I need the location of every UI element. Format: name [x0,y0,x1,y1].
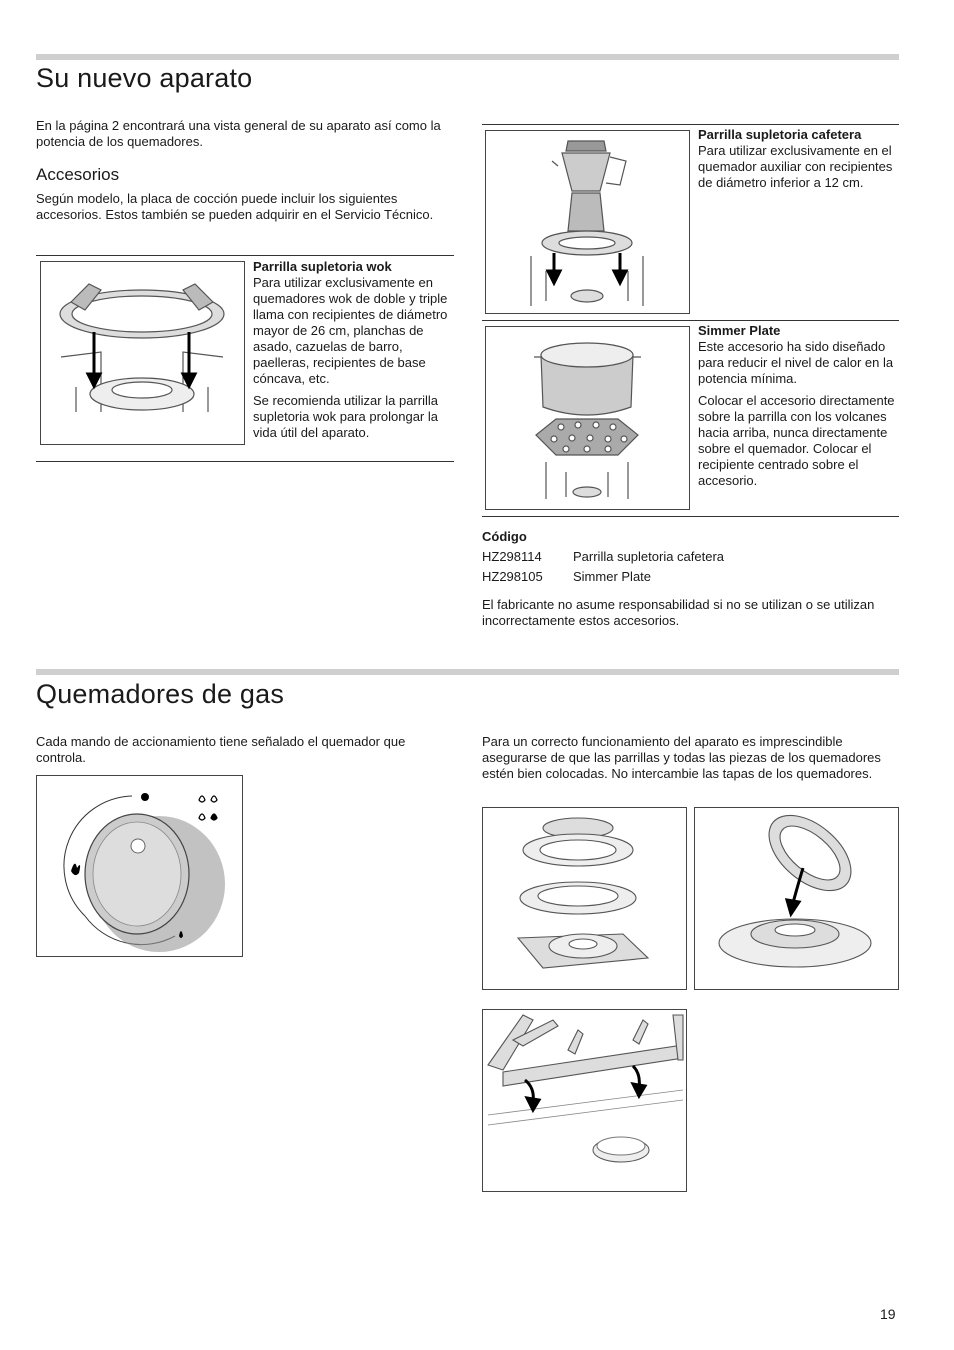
simmer-figure [485,326,690,510]
code-value: HZ298105 [482,569,543,584]
accessories-paragraph: Según modelo, la placa de cocción puede incluir los siguientes accesorios. Estos también se pueden adquirir en el Servicio Técnico. [36,191,434,222]
wok-top-rule [36,255,454,256]
burner-indicator-icon [199,796,217,820]
gas-left-paragraph: Cada mando de accionamiento tiene señalado el quemador que controla. [36,734,406,765]
simmer-plate-illustration [486,327,689,509]
simmer-description [698,323,898,489]
page-number: 19 [880,1306,896,1322]
intro-paragraph: En la página 2 encontrará una vista general de su aparato así como la potencia de los quemadores. [36,118,441,149]
grate-figure [482,1009,687,1192]
wok-title: Parrilla supletoria wok [253,259,392,274]
simmer-title: Simmer Plate [698,323,781,338]
section-title-nuevo-aparato: Su nuevo aparato [36,63,253,93]
simmer-top-rule [482,320,899,321]
wok-bottom-rule [36,461,454,462]
code-value: HZ298114 [482,549,542,564]
code-name: Parrilla supletoria cafetera [573,549,725,564]
knob-figure [36,775,243,957]
gas-right-paragraph: Para un correcto funcionamiento del aparato es imprescindible asegurarse de que las parrillas y todas las piezas de los quemadores estén bien colocadas. No intercambie las tapas de los quemadores. [482,734,881,781]
wok-text-2: Se recomienda utilizar la parrilla supletoria wok para prolongar la vida útil del aparato. [253,393,438,440]
coffee-maker-illustration [486,131,689,313]
max-flame-icon [71,864,80,875]
section-rule-top [36,54,899,60]
code-name: Simmer Plate [573,569,652,584]
cafetera-figure [485,130,690,314]
burner-parts-illustration [483,808,686,989]
simmer-text-1: Este accesorio ha sido diseñado para reducir el nivel de calor en la potencia mínima. [698,339,894,386]
control-knob-illustration [37,776,242,956]
simmer-text-2: Colocar el accesorio directamente sobre la parrilla con los volcanes hacia arriba, nunca directamente sobre el quemador. Colocar el recipiente centrado sobre el accesorio. [698,393,895,488]
burner-cap-illustration [695,808,898,989]
code-heading: Código [482,529,527,544]
simmer-bottom-rule [482,516,899,517]
wok-description [253,259,453,441]
code-row [482,547,899,567]
cafetera-top-rule [482,124,899,125]
wok-figure [40,261,245,445]
disclaimer-paragraph: El fabricante no asume responsabilidad si no se utilizan o se utilizan incorrectamente estos accesorios. [482,597,875,628]
code-row [482,567,899,587]
cafetera-title: Parrilla supletoria cafetera [698,127,862,142]
section-rule-gas [36,669,899,675]
burner-cap-figure [694,807,899,990]
wok-text-1: Para utilizar exclusivamente en quemadores wok de doble y triple llama con recipientes de diámetro mayor de 26 cm, planchas de asado, cazuelas de barro, paelleras, recipientes de base cóncava, etc. [253,275,448,386]
wok-ring-illustration [41,262,244,444]
off-position-icon [141,793,149,801]
cafetera-text: Para utilizar exclusivamente en el quemador auxiliar con recipientes de diámetro inferior a 12 cm. [698,143,893,190]
cafetera-description [698,127,898,191]
section-title-quemadores: Quemadores de gas [36,679,285,709]
code-table [482,529,899,587]
accessories-heading: Accesorios [36,165,120,184]
pan-support-illustration [483,1010,686,1191]
burner-exploded-figure [482,807,687,990]
